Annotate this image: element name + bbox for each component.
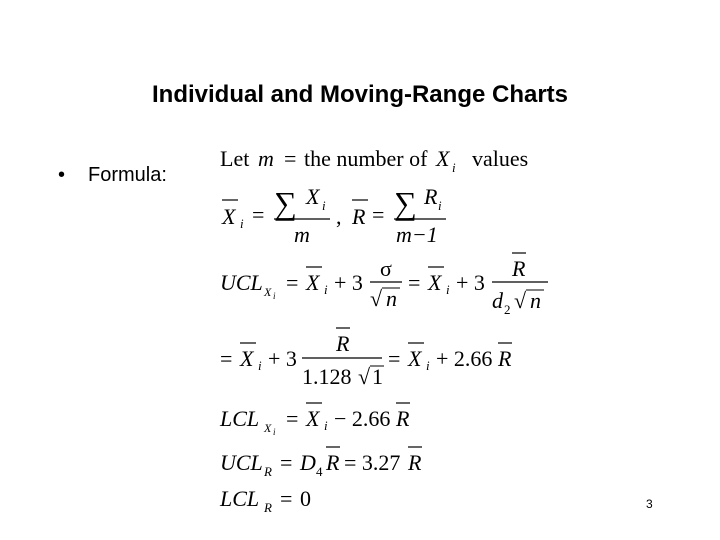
svg-text:− 2.66: − 2.66 <box>334 406 391 431</box>
formula-ucl-x <box>220 253 548 317</box>
svg-text:X: X <box>436 146 450 171</box>
svg-text:X: X <box>240 346 254 371</box>
svg-text:+ 3: + 3 <box>268 346 297 371</box>
formula-means <box>221 184 446 247</box>
slide-title: Individual and Moving-Range Charts <box>151 81 569 108</box>
svg-text:m−1: m−1 <box>396 222 438 247</box>
svg-text:R: R <box>352 204 366 229</box>
svg-text:UCL: UCL <box>220 450 263 475</box>
formula-ucl-x-numeric <box>220 328 512 389</box>
svg-text:i: i <box>446 282 450 297</box>
svg-text:σ: σ <box>380 256 392 281</box>
svg-text:=: = <box>372 202 385 227</box>
bullet-dot: • <box>58 164 66 186</box>
svg-text:+ 3: + 3 <box>334 270 363 295</box>
svg-text:=: = <box>286 406 299 431</box>
svg-text:i: i <box>240 216 244 231</box>
svg-text:i: i <box>324 282 328 297</box>
svg-text:i: i <box>273 427 276 437</box>
svg-text:+ 2.66: + 2.66 <box>436 346 493 371</box>
svg-text:X: X <box>306 406 320 431</box>
svg-text:1.128: 1.128 <box>302 364 352 389</box>
svg-text:i: i <box>273 291 276 301</box>
formula-ucl-r <box>220 447 422 479</box>
svg-text:√: √ <box>358 364 371 389</box>
svg-text:i: i <box>324 418 328 433</box>
svg-text:=: = <box>388 346 401 371</box>
svg-text:X: X <box>428 270 442 295</box>
svg-text:UCL: UCL <box>220 270 263 295</box>
formula-bullet <box>58 162 167 188</box>
svg-text:R: R <box>408 450 422 475</box>
svg-text:∑: ∑ <box>394 185 417 221</box>
svg-text:X: X <box>222 204 236 229</box>
formula-intro <box>220 146 528 175</box>
svg-text:values: values <box>472 146 529 171</box>
svg-text:d: d <box>492 288 503 313</box>
svg-text:4: 4 <box>316 464 323 479</box>
formula-block <box>210 140 570 520</box>
formula-lcl-r <box>219 486 311 515</box>
svg-text:=: = <box>220 346 233 371</box>
svg-text:n: n <box>386 286 397 311</box>
svg-text:i: i <box>426 358 430 373</box>
svg-text:2: 2 <box>504 302 511 317</box>
svg-text:X: X <box>306 270 320 295</box>
svg-text:=: = <box>284 146 297 171</box>
svg-text:i: i <box>452 160 456 175</box>
svg-text:= 3.27: = 3.27 <box>344 450 401 475</box>
svg-text:Let: Let <box>220 146 250 171</box>
svg-text:LCL: LCL <box>220 406 260 431</box>
svg-text:R: R <box>264 464 272 479</box>
svg-text:R: R <box>396 406 410 431</box>
svg-text:R: R <box>326 450 340 475</box>
svg-text:X: X <box>408 346 422 371</box>
svg-text:=: = <box>286 270 299 295</box>
svg-text:the number of: the number of <box>304 146 428 171</box>
svg-text:R: R <box>424 184 438 209</box>
svg-text:1: 1 <box>372 364 383 389</box>
svg-text:0: 0 <box>300 486 311 511</box>
svg-text:D: D <box>300 450 316 475</box>
svg-text:=: = <box>280 486 293 511</box>
svg-text:√: √ <box>514 288 527 313</box>
svg-text:i: i <box>438 198 442 213</box>
svg-text:R: R <box>512 256 526 281</box>
page-number: 3 <box>646 497 653 511</box>
svg-text:X: X <box>264 421 272 435</box>
formula-lcl-x <box>219 403 410 437</box>
formula-label: Formula: <box>88 164 167 186</box>
svg-text:i: i <box>258 358 262 373</box>
svg-text:=: = <box>252 202 265 227</box>
svg-text:m: m <box>258 146 274 171</box>
svg-text:i: i <box>322 198 326 213</box>
svg-text:X: X <box>306 184 320 209</box>
svg-text:n: n <box>530 288 541 313</box>
svg-text:R: R <box>336 331 350 356</box>
svg-text:R: R <box>498 346 512 371</box>
svg-text:LCL: LCL <box>220 486 260 511</box>
svg-text:,: , <box>336 204 342 229</box>
svg-text:=: = <box>280 450 293 475</box>
svg-text:√: √ <box>370 286 383 311</box>
svg-text:=: = <box>408 270 421 295</box>
svg-text:R: R <box>264 500 272 515</box>
svg-text:∑: ∑ <box>274 185 297 221</box>
svg-text:m: m <box>294 222 310 247</box>
svg-text:X: X <box>264 285 272 299</box>
svg-text:+ 3: + 3 <box>456 270 485 295</box>
